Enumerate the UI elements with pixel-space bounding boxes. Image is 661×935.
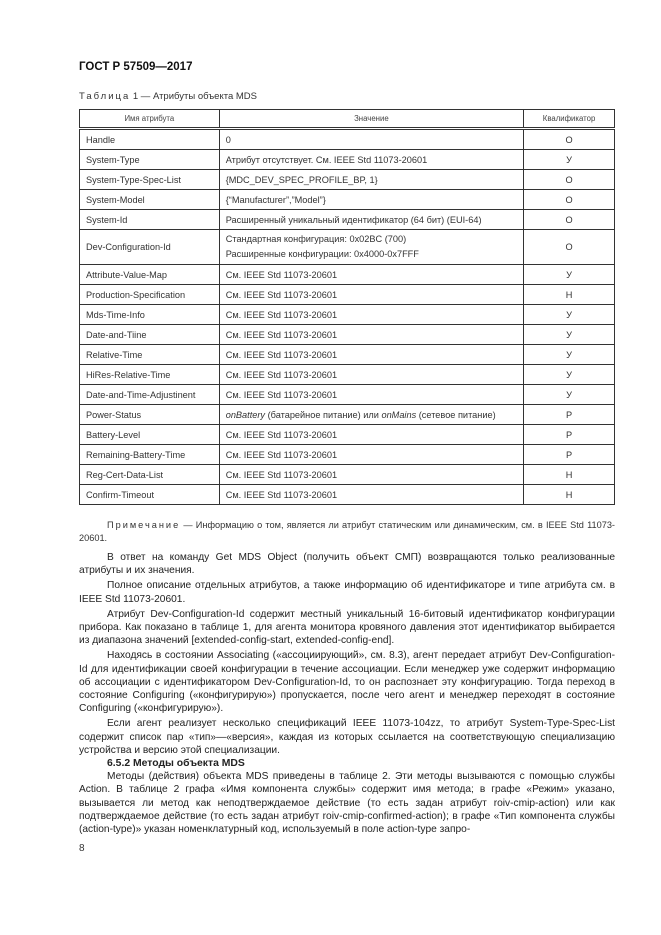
attribute-qualifier: Н [524, 465, 615, 485]
value-italic-term: onMains [381, 409, 417, 420]
paragraph: Полное описание отдельных атрибутов, а также информацию об идентификаторе и типе атрибута см. в IEEE Std 11073-20601. [79, 580, 615, 605]
attribute-qualifier: Н [524, 285, 615, 305]
table-row [80, 210, 615, 230]
attribute-value: См. IEEE Std 11073-20601 [219, 265, 523, 285]
attribute-value [219, 405, 523, 425]
table-row [80, 129, 615, 150]
table-caption-title: 1 — Атрибуты объекта MDS [130, 91, 257, 102]
value-text: (батарейное питание) или [265, 409, 382, 420]
attribute-value: См. IEEE Std 11073-20601 [219, 345, 523, 365]
paragraph: Атрибут Dev-Configuration-Id содержит местный уникальный 16-битовый идентификатор конфигурации прибора. Как показано в таблице 1, для агента монитора кровяного давления этот идентификатор выбирается из диапазона значений [extended-config-start, extended-config-end]. [79, 608, 615, 647]
table-row [80, 325, 615, 345]
attribute-name: Production-Specification [80, 285, 220, 305]
attribute-name: Reg-Cert-Data-List [80, 465, 220, 485]
attribute-qualifier: О [524, 190, 615, 210]
attribute-qualifier: О [524, 230, 615, 265]
attribute-value: См. IEEE Std 11073-20601 [219, 445, 523, 465]
attribute-qualifier: О [524, 210, 615, 230]
attribute-value: Атрибут отсутствует. См. IEEE Std 11073-20601 [219, 150, 523, 170]
column-header-value: Значение [219, 110, 523, 129]
attribute-qualifier: Р [524, 445, 615, 465]
attribute-value-line: Расширенные конфигурации: 0x4000-0x7FFF [225, 249, 419, 259]
table-row [80, 170, 615, 190]
table-row [80, 305, 615, 325]
attribute-name: System-Type-Spec-List [80, 170, 220, 190]
table-row [80, 405, 615, 425]
attribute-name: HiRes-Relative-Time [80, 365, 220, 385]
attribute-value: 0 [219, 129, 523, 150]
attribute-value-line: Стандартная конфигурация: 0x02BC (700) [225, 234, 407, 244]
attribute-name: Relative-Time [80, 345, 220, 365]
page-number: 8 [79, 843, 85, 854]
table-row [80, 365, 615, 385]
attribute-value: {“Manufacturer”,”Model”} [219, 190, 523, 210]
paragraph: Находясь в состоянии Associating («ассоциирующий», см. 8.3), агент передает атрибут Dev-Configuration-Id для идентификации своей конфигурации в течение ассоциации. Если менеджер уже содержит информацию об ассоциации с идентификатором Dev-Configuration-Id, то он распознает эту конфигурацию. Тогда переход в состояние Configuring («конфигурирую») пропускается, после чего агент и менеджер переходят в состояние Configuring («конфигурирую»). [79, 650, 615, 715]
attribute-name: Power-Status [80, 405, 220, 425]
attribute-qualifier: У [524, 325, 615, 345]
table-row [80, 285, 615, 305]
attribute-value: См. IEEE Std 11073-20601 [219, 385, 523, 405]
table-row [80, 385, 615, 405]
attribute-value: См. IEEE Std 11073-20601 [219, 285, 523, 305]
attribute-name: Date-and-Time-Adjustinent [80, 385, 220, 405]
paragraph: Если агент реализует несколько спецификаций IEEE 11073-104zz, то атрибут System-Type-Spec-List содержит список пар «тип»—«версия», каждая из которых ссылается на соответствующую специализацию устройства и версию этой специализации. [79, 718, 615, 756]
attribute-qualifier: О [524, 170, 615, 190]
paragraph: Методы (действия) объекта MDS приведены в таблице 2. Эти методы вызываются с помощью службы Action. В таблице 2 графа «Имя компонента службы» содержит имя метода; в графе «Режим» указано, вызывается ли метод как неподтверждаемое действие (то есть задан атрибут roiv-cmip-action) или как подтверждаемое действие (то есть задан атрибут roiv-cmip-confirmed-action); в графе «Тип компонента службы (action-type)» указан номенклатурный код, используемый в поле action-type запро- [79, 771, 615, 836]
attribute-qualifier: У [524, 305, 615, 325]
attribute-qualifier: У [524, 150, 615, 170]
table-row [80, 425, 615, 445]
attribute-qualifier: Н [524, 485, 615, 505]
table-row [80, 265, 615, 285]
attribute-value: См. IEEE Std 11073-20601 [219, 325, 523, 345]
value-italic-term: onBattery [225, 409, 266, 420]
attribute-value: См. IEEE Std 11073-20601 [219, 305, 523, 325]
attribute-value: См. IEEE Std 11073-20601 [219, 465, 523, 485]
attribute-name: Date-and-Tiine [80, 325, 220, 345]
attribute-name: Remaining-Battery-Time [80, 445, 220, 465]
table-row [80, 485, 615, 505]
attribute-name: Confirm-Timeout [80, 485, 220, 505]
attribute-qualifier: У [524, 385, 615, 405]
table-row [80, 230, 615, 265]
table-note [79, 519, 615, 545]
attribute-name: Battery-Level [80, 425, 220, 445]
table-caption-prefix: Таблица [79, 91, 131, 102]
table-row [80, 465, 615, 485]
note-label: Примечание [107, 520, 181, 530]
attribute-value: Расширенный уникальный идентификатор (64 бит) (EUI-64) [219, 210, 523, 230]
note-text: — Информацию о том, является ли атрибут статическим или динамическим, см. в IEEE Std 11073-20601. [79, 520, 615, 543]
attribute-name: Mds-Time-Info [80, 305, 220, 325]
attribute-qualifier: У [524, 345, 615, 365]
value-text: (сетевое питание) [416, 409, 496, 420]
table-row [80, 445, 615, 465]
attribute-name: Handle [80, 129, 220, 150]
table-row [80, 190, 615, 210]
table-row [80, 150, 615, 170]
paragraph: В ответ на команду Get MDS Object (получить объект СМП) возвращаются только реализованные атрибуты и их значения. [79, 552, 615, 577]
attribute-qualifier: У [524, 365, 615, 385]
attribute-value: См. IEEE Std 11073-20601 [219, 485, 523, 505]
table-header-row [80, 110, 615, 129]
table-row [80, 345, 615, 365]
document-header: ГОСТ Р 57509—2017 [79, 61, 193, 73]
attribute-name: System-Id [80, 210, 220, 230]
attribute-qualifier: Р [524, 405, 615, 425]
attribute-value: {MDC_DEV_SPEC_PROFILE_BP, 1} [219, 170, 523, 190]
attribute-value [219, 230, 523, 265]
attributes-table [79, 109, 615, 505]
attribute-name: System-Model [80, 190, 220, 210]
table-caption [79, 91, 257, 102]
attribute-value: См. IEEE Std 11073-20601 [219, 425, 523, 445]
attribute-qualifier: Р [524, 425, 615, 445]
attribute-name: System-Type [80, 150, 220, 170]
column-header-name: Имя атрибута [80, 110, 220, 129]
section-heading: 6.5.2 Методы объекта MDS [107, 758, 245, 770]
attribute-qualifier: О [524, 129, 615, 150]
attribute-name: Attribute-Value-Map [80, 265, 220, 285]
attribute-qualifier: У [524, 265, 615, 285]
column-header-qualifier: Квалификатор [524, 110, 615, 129]
body-text [79, 519, 615, 836]
attribute-name: Dev-Configuration-Id [80, 230, 220, 265]
attribute-value: См. IEEE Std 11073-20601 [219, 365, 523, 385]
